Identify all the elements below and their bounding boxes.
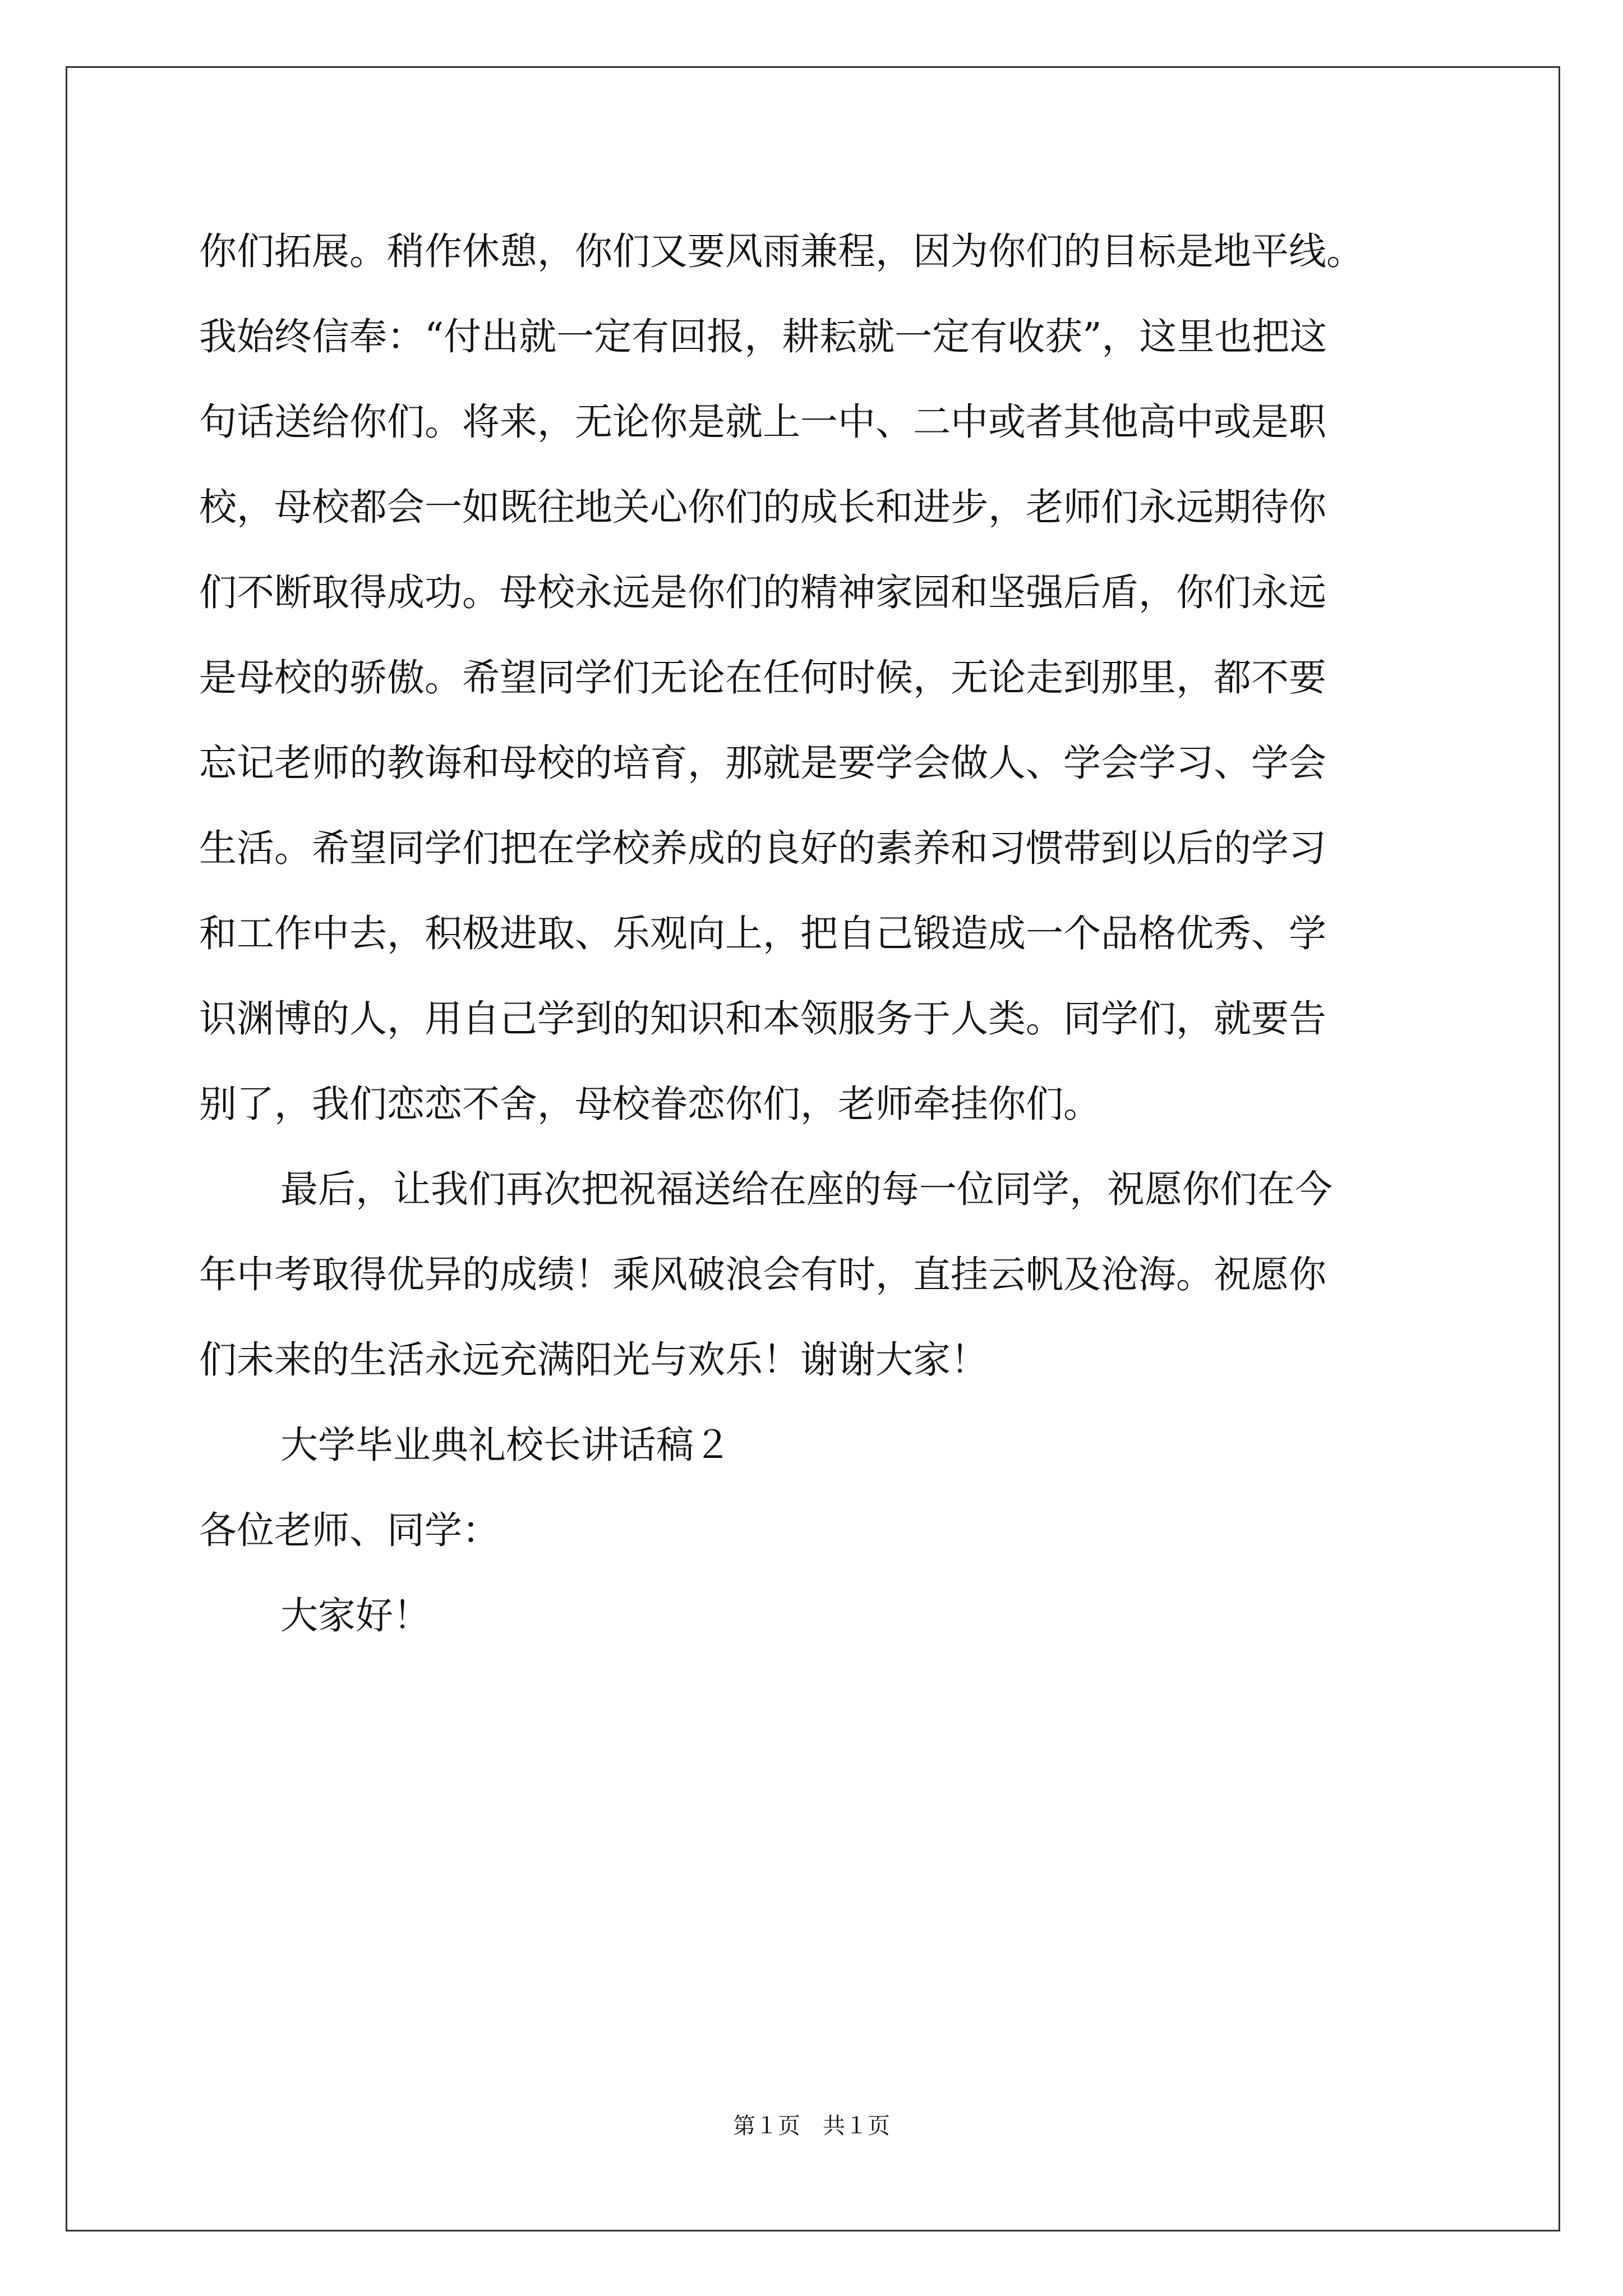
paragraph-line: 生活。希望同学们把在学校养成的良好的素养和习惯带到以后的学习 xyxy=(199,826,1326,870)
paragraph-line: 识渊博的人，用自己学到的知识和本领服务于人类。同学们，就要告 xyxy=(199,997,1326,1041)
paragraph-line: 句话送给你们。将来，无论你是就上一中、二中或者其他高中或是职 xyxy=(199,400,1326,444)
paragraph-line: 是母校的骄傲。希望同学们无论在任何时候，无论走到那里，都不要 xyxy=(199,656,1326,700)
paragraph-line: 最后，让我们再次把祝福送给在座的每一位同学，祝愿你们在今 xyxy=(280,1167,1332,1211)
paragraph-line: 校，母校都会一如既往地关心你们的成长和进步，老师们永远期待你 xyxy=(199,485,1326,529)
paragraph-line: 忘记老师的教诲和母校的培育，那就是要学会做人、学会学习、学会 xyxy=(199,741,1326,785)
page-border xyxy=(66,66,1560,2231)
salutation: 各位老师、同学： xyxy=(199,1508,500,1552)
paragraph-line: 别了，我们恋恋不舍，母校眷恋你们，老师牵挂你们。 xyxy=(199,1082,1101,1126)
paragraph-line: 你们拓展。稍作休憩，你们又要风雨兼程，因为你们的目标是地平线。 xyxy=(199,229,1364,273)
greeting: 大家好！ xyxy=(280,1594,431,1637)
paragraph-line: 们未来的生活永远充满阳光与欢乐！谢谢大家！ xyxy=(199,1338,988,1382)
paragraph-line: 年中考取得优异的成绩！乘风破浪会有时，直挂云帆及沧海。祝愿你 xyxy=(199,1253,1326,1296)
page-footer: 第１页 共１页 xyxy=(733,2113,890,2139)
paragraph-line: 们不断取得成功。母校永远是你们的精神家园和坚强后盾，你们永远 xyxy=(199,570,1326,614)
paragraph-line: 和工作中去，积极进取、乐观向上，把自己锻造成一个品格优秀、学 xyxy=(199,912,1326,955)
paragraph-line: 我始终信奉：“付出就一定有回报，耕耘就一定有收获”，这里也把这 xyxy=(199,315,1327,358)
section-title: 大学毕业典礼校长讲话稿２ xyxy=(280,1423,731,1467)
